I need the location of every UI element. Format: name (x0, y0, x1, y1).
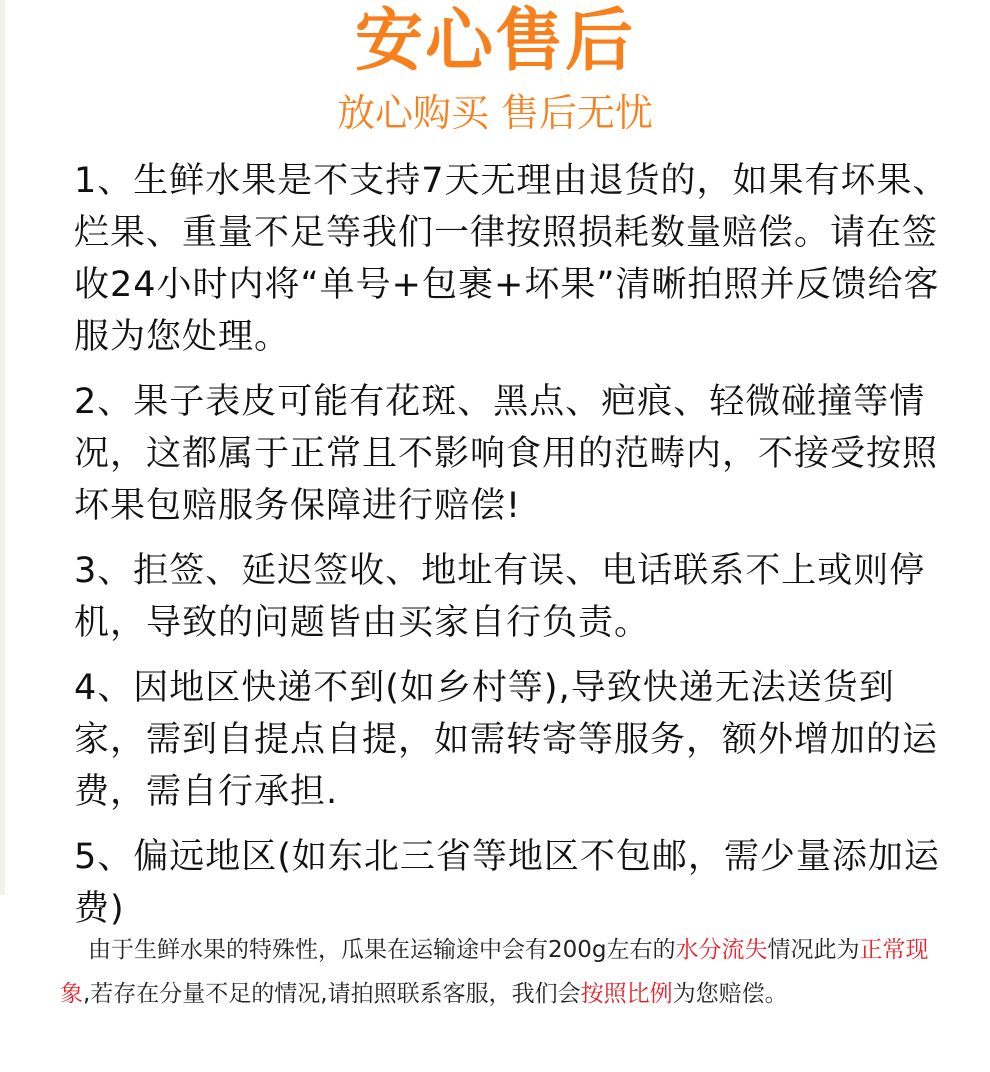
after-sales-rules (74, 155, 954, 948)
rule-item-3: 3、拒签、延迟签收、地址有误、电话联系不上或则停机，导致的问题皆由买家自行负责。 (74, 551, 926, 643)
note-text-2: 情况此为 (767, 937, 860, 963)
note-text-3: ,若存在分量不足的情况,请拍照联系客服，我们会 (83, 981, 581, 1007)
page-subtitle: 放心购买 售后无忧 (336, 91, 654, 135)
note-highlight-proportion: 按照比例 (580, 981, 673, 1007)
rule-item-2: 2、果子表皮可能有花斑、黑点、疤痕、轻微碰撞等情况，这都属于正常且不影响食用的范畴内，不接受按照坏果包赔服务保障进行赔偿! (74, 382, 939, 526)
page-title: 安心售后 (354, 2, 635, 81)
rule-item-4: 4、因地区快递不到(如乡村等),导致快递无法送货到家，需到自提点自提，如需转寄等服务，额外增加的运费，需自行承担. (74, 668, 939, 812)
note-text-1: 由于生鲜水果的特殊性，瓜果在运输途中会有200g左右的 (88, 937, 676, 963)
footnote (60, 928, 950, 1016)
rule-item-1: 1、生鲜水果是不支持7天无理由退货的，如果有坏果、烂果、重量不足等我们一律按照损耗数量赔偿。请在签收24小时内将“单号+包裹+坏果”清晰拍照并反馈给客服为您处理。 (74, 161, 949, 357)
note-text-4: 为您赔偿。 (672, 981, 788, 1007)
rule-item-5: 5、偏远地区(如东北三省等地区不包邮，需少量添加运费) (74, 837, 940, 929)
note-highlight-normal: 正常现象 (60, 937, 929, 1007)
note-highlight-water-loss: 水分流失 (675, 937, 768, 963)
